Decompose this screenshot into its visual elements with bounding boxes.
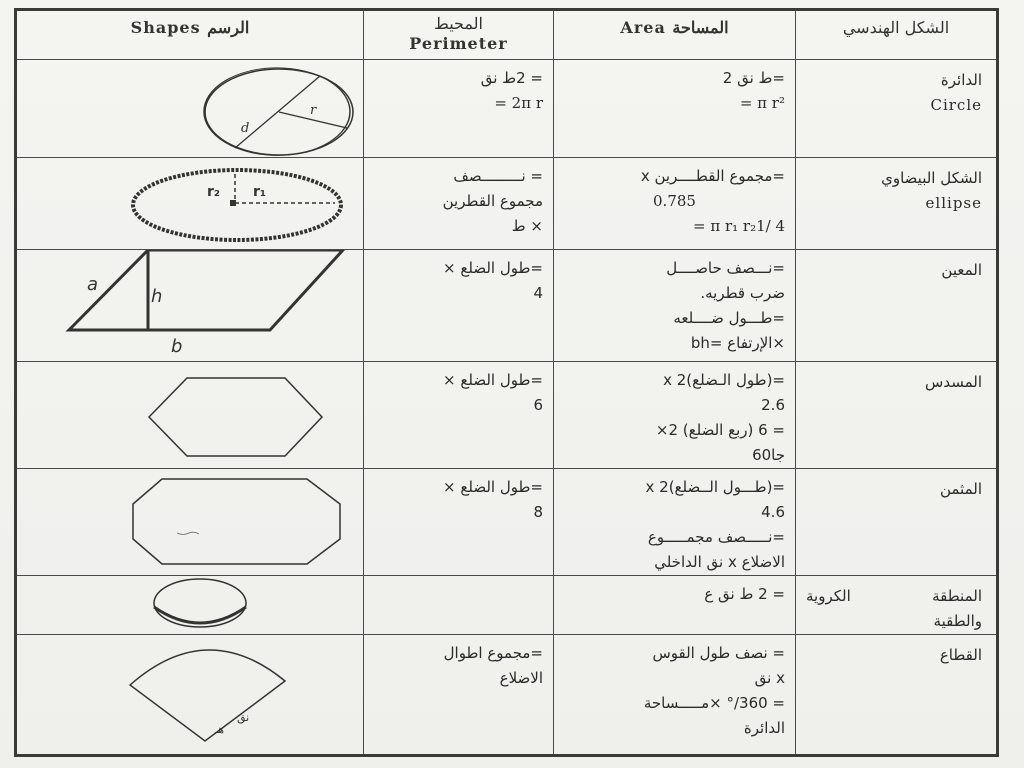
area-line: =طـــول ضــــلعه xyxy=(673,309,785,327)
area-line: =ط نق 2 xyxy=(722,69,785,87)
table-row xyxy=(16,60,998,158)
circle-diagram xyxy=(17,60,364,158)
shape-name-ar: الشكل البيضاوي xyxy=(881,169,982,187)
perimeter-cell xyxy=(364,158,554,250)
perimeter-cell xyxy=(364,635,554,756)
shape-name-cell xyxy=(796,158,998,250)
perimeter-line: الاضلاع xyxy=(499,669,543,687)
perimeter-cell xyxy=(364,250,554,362)
shapes-formula-table xyxy=(14,8,999,757)
shape-name-ar: المسدس xyxy=(925,373,982,391)
area-line: =(طـــول الــضلع)2 x xyxy=(645,478,785,496)
area-line: = نصف طول القوس xyxy=(652,644,785,662)
perimeter-line: =طول الضلع × xyxy=(443,259,543,277)
ellipse-label-r2: r₂ xyxy=(207,184,221,200)
perimeter-cell xyxy=(364,362,554,469)
area-line: 4.6 xyxy=(761,503,785,521)
area-line: 2.6 xyxy=(761,396,785,414)
shape-name-ar: المثمن xyxy=(939,480,982,498)
perimeter-cell xyxy=(364,469,554,576)
area-cell xyxy=(554,469,796,576)
area-cell xyxy=(554,362,796,469)
header-area xyxy=(554,10,796,60)
area-line: الاضلاع x نق الداخلي xyxy=(654,553,785,571)
rhombus-label-a: a xyxy=(87,274,99,295)
header-geometric-shape xyxy=(796,10,998,60)
area-line: =(طول الـضلع)2 x xyxy=(663,371,785,389)
shape-name-cell xyxy=(796,635,998,756)
header-shapes-label: Shapes الرسم xyxy=(130,18,250,37)
shape-name-ar-line2: والطقية xyxy=(933,612,982,630)
shape-name-ar: المعين xyxy=(941,261,982,279)
spherical-zone-diagram xyxy=(17,576,364,634)
octagon-diagram xyxy=(17,469,364,575)
shape-name-ar: المنطقة الكروية xyxy=(806,587,982,605)
header-area-label: Area المساحة xyxy=(620,18,729,37)
shape-name-cell xyxy=(796,250,998,362)
perimeter-line: = نـــــــــصف xyxy=(453,167,543,185)
shape-name-en: Circle xyxy=(930,96,982,114)
shape-cell xyxy=(16,250,364,362)
area-line: =نـــصف حاصــــل xyxy=(666,259,785,277)
area-line: = 2 ط نق ع xyxy=(704,585,785,603)
table-row xyxy=(16,635,998,756)
perimeter-line: مجموع القطرين xyxy=(442,192,543,210)
table-row xyxy=(16,469,998,576)
perimeter-line: × ط xyxy=(511,217,543,235)
area-cell xyxy=(554,60,796,158)
circle-label-d: d xyxy=(241,121,250,136)
shape-cell xyxy=(16,158,364,250)
shape-cell xyxy=(16,635,364,756)
header-geometric-shape-label: الشكل الهندسي xyxy=(842,18,950,37)
area-line: جا60 xyxy=(752,446,785,464)
sector-label-radius: نق xyxy=(237,711,250,724)
perimeter-line: =مجموع اطوال xyxy=(443,644,543,662)
header-shapes xyxy=(16,10,364,60)
area-cell xyxy=(554,250,796,362)
table-row xyxy=(16,250,998,362)
shape-name-cell xyxy=(796,469,998,576)
area-line: = 6 (ربع الضلع) 2× xyxy=(655,421,785,439)
area-line: = π r₁ r₂1/ 4 xyxy=(692,217,785,235)
area-line: = π r² xyxy=(739,94,785,112)
shape-cell xyxy=(16,469,364,576)
area-cell xyxy=(554,635,796,756)
area-line: = ‎/360‎° ×مـــــساحة xyxy=(643,694,785,712)
area-cell xyxy=(554,158,796,250)
shape-name-en: ellipse xyxy=(925,194,982,212)
table-row xyxy=(16,576,998,635)
table-row xyxy=(16,362,998,469)
shape-cell xyxy=(16,576,364,635)
area-line: ضرب قطريه. xyxy=(700,284,785,302)
area-line: x نق xyxy=(754,669,785,687)
area-line: الدائرة xyxy=(743,719,785,737)
sector-diagram xyxy=(17,635,364,756)
perimeter-line: = 2ط نق xyxy=(480,69,543,87)
perimeter-line: 4 xyxy=(533,284,543,302)
shape-name-ar: القطاع xyxy=(939,646,982,664)
area-cell xyxy=(554,576,796,635)
perimeter-line: =طول الضلع × xyxy=(443,478,543,496)
table-row xyxy=(16,158,998,250)
area-line: 0.785 xyxy=(653,192,696,210)
perimeter-line: 6 xyxy=(533,396,543,414)
perimeter-cell xyxy=(364,60,554,158)
shape-name-cell xyxy=(796,576,998,635)
area-line: =مجموع القطــــرين x xyxy=(640,167,785,185)
rhombus-diagram xyxy=(17,250,364,362)
shape-name-cell xyxy=(796,60,998,158)
ellipse-diagram xyxy=(17,158,364,250)
area-line: ×الإرتفاع =bh xyxy=(690,334,785,352)
rhombus-label-h: h xyxy=(151,286,163,307)
shape-cell xyxy=(16,60,364,158)
perimeter-line: =طول الضلع × xyxy=(443,371,543,389)
area-line: =نـــــصف مجمـــــوع xyxy=(647,528,785,546)
shape-name-cell xyxy=(796,362,998,469)
hexagon-diagram xyxy=(17,362,364,467)
rhombus-label-b: b xyxy=(171,336,183,357)
shape-cell xyxy=(16,362,364,469)
header-perimeter xyxy=(364,10,554,60)
header-perimeter-en: Perimeter xyxy=(409,34,508,53)
perimeter-line: 8 xyxy=(533,503,543,521)
sector-label-angle: هـ xyxy=(215,723,225,736)
table-header-row xyxy=(16,10,998,60)
ellipse-label-r1: r₁ xyxy=(253,184,267,200)
shape-name-ar: الدائرة xyxy=(940,71,982,89)
perimeter-cell xyxy=(364,576,554,635)
perimeter-line: = 2π r xyxy=(494,94,543,112)
header-perimeter-ar: المحيط xyxy=(434,14,483,33)
circle-label-r: r xyxy=(310,103,317,118)
